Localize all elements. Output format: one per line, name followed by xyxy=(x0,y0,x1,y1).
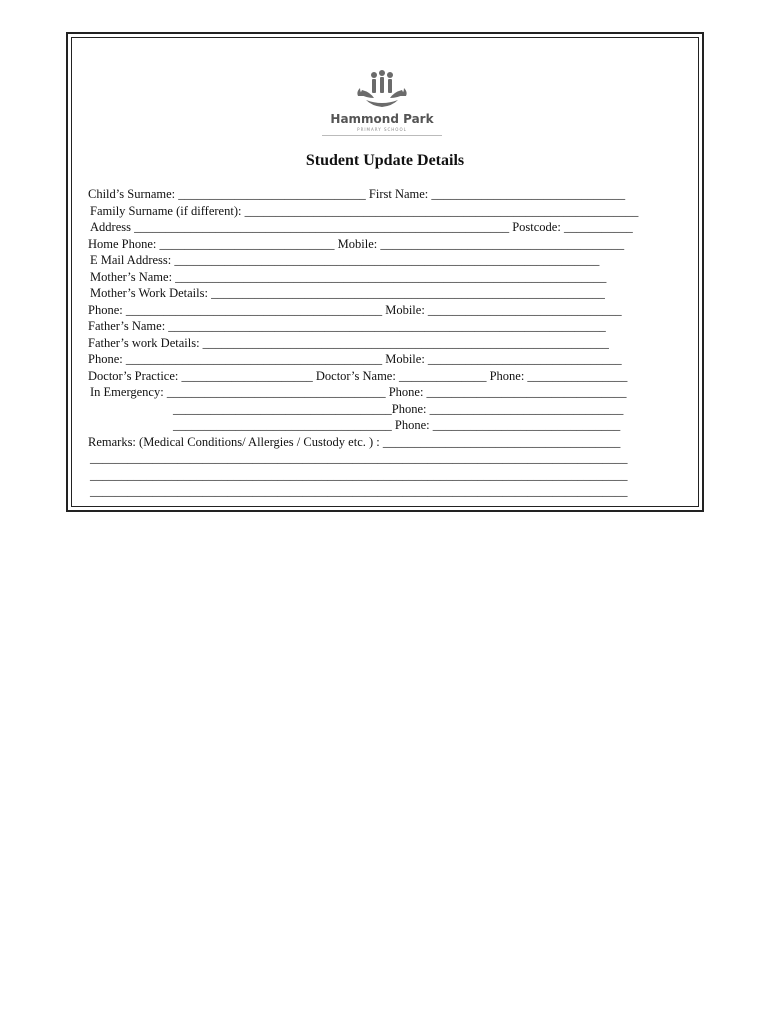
form-field-text[interactable]: Mother’s Name: _____________________________________________________________________ xyxy=(90,269,607,284)
form-line xyxy=(0,351,770,368)
form-line xyxy=(0,203,770,220)
form-title: Student Update Details xyxy=(305,152,465,169)
form-line xyxy=(0,467,770,484)
form-field-text[interactable]: Child’s Surname: ______________________________ First Name: _______________________________ xyxy=(88,187,626,201)
form-field-text[interactable]: Father’s work Details: _________________________________________________________________ xyxy=(88,335,609,350)
form-field-text[interactable]: Father’s Name: ______________________________________________________________________ xyxy=(88,319,606,333)
form-line xyxy=(0,384,770,401)
form-field-text[interactable]: Family Surname (if different): _______________________________________________________________ xyxy=(90,203,639,218)
form-line xyxy=(0,335,770,352)
school-logo-icon xyxy=(352,70,412,112)
form-field-text[interactable]: Mother’s Work Details: _______________________________________________________________ xyxy=(90,286,605,300)
form-line xyxy=(0,269,770,286)
form-line xyxy=(0,186,770,203)
form-field-text[interactable]: Home Phone: ____________________________ Mobile: _______________________________________ xyxy=(88,236,625,251)
form-field-text[interactable]: E Mail Address: ____________________________________________________________________ xyxy=(90,253,600,267)
form-field-text[interactable]: Address ____________________________________________________________ Postcode: ___________ xyxy=(90,220,633,234)
form-line xyxy=(0,401,770,418)
form-line xyxy=(0,252,770,269)
form-field-text[interactable]: Doctor’s Practice: _____________________ Doctor’s Name: ______________ Phone: ________________ xyxy=(88,368,628,383)
form-field-text[interactable]: ___________________________________Phone: _______________________________ xyxy=(173,401,624,416)
form-line xyxy=(0,318,770,335)
form-line xyxy=(0,368,770,385)
form-field-text[interactable]: ______________________________________________________________________________________ xyxy=(90,451,628,465)
form-field-text[interactable]: ______________________________________________________________________________________ xyxy=(90,467,628,482)
form-line xyxy=(0,219,770,236)
form-line xyxy=(0,236,770,253)
school-subtitle: PRIMARY SCHOOL xyxy=(357,127,407,132)
form-line xyxy=(0,483,770,500)
school-logo xyxy=(312,70,452,150)
form-field-text[interactable]: ______________________________________________________________________________________ xyxy=(90,484,628,498)
form-field-text[interactable]: Remarks: (Medical Conditions/ Allergies / Custody etc. ) : ______________________________________ xyxy=(88,434,621,449)
form-line xyxy=(0,434,770,451)
divider xyxy=(322,135,442,136)
form-field-text[interactable]: ___________________________________ Phone: ______________________________ xyxy=(173,418,621,432)
form-line xyxy=(0,302,770,319)
form-line xyxy=(0,285,770,302)
school-name: Hammond Park xyxy=(330,112,434,126)
form-line xyxy=(0,450,770,467)
form-line xyxy=(0,417,770,434)
form-field-text[interactable]: In Emergency: ___________________________________ Phone: ________________________________ xyxy=(90,385,627,399)
form-field-text[interactable]: Phone: _________________________________________ Mobile: _______________________________ xyxy=(88,302,622,317)
form-field-text[interactable]: Phone: _________________________________________ Mobile: _______________________________ xyxy=(88,352,622,366)
